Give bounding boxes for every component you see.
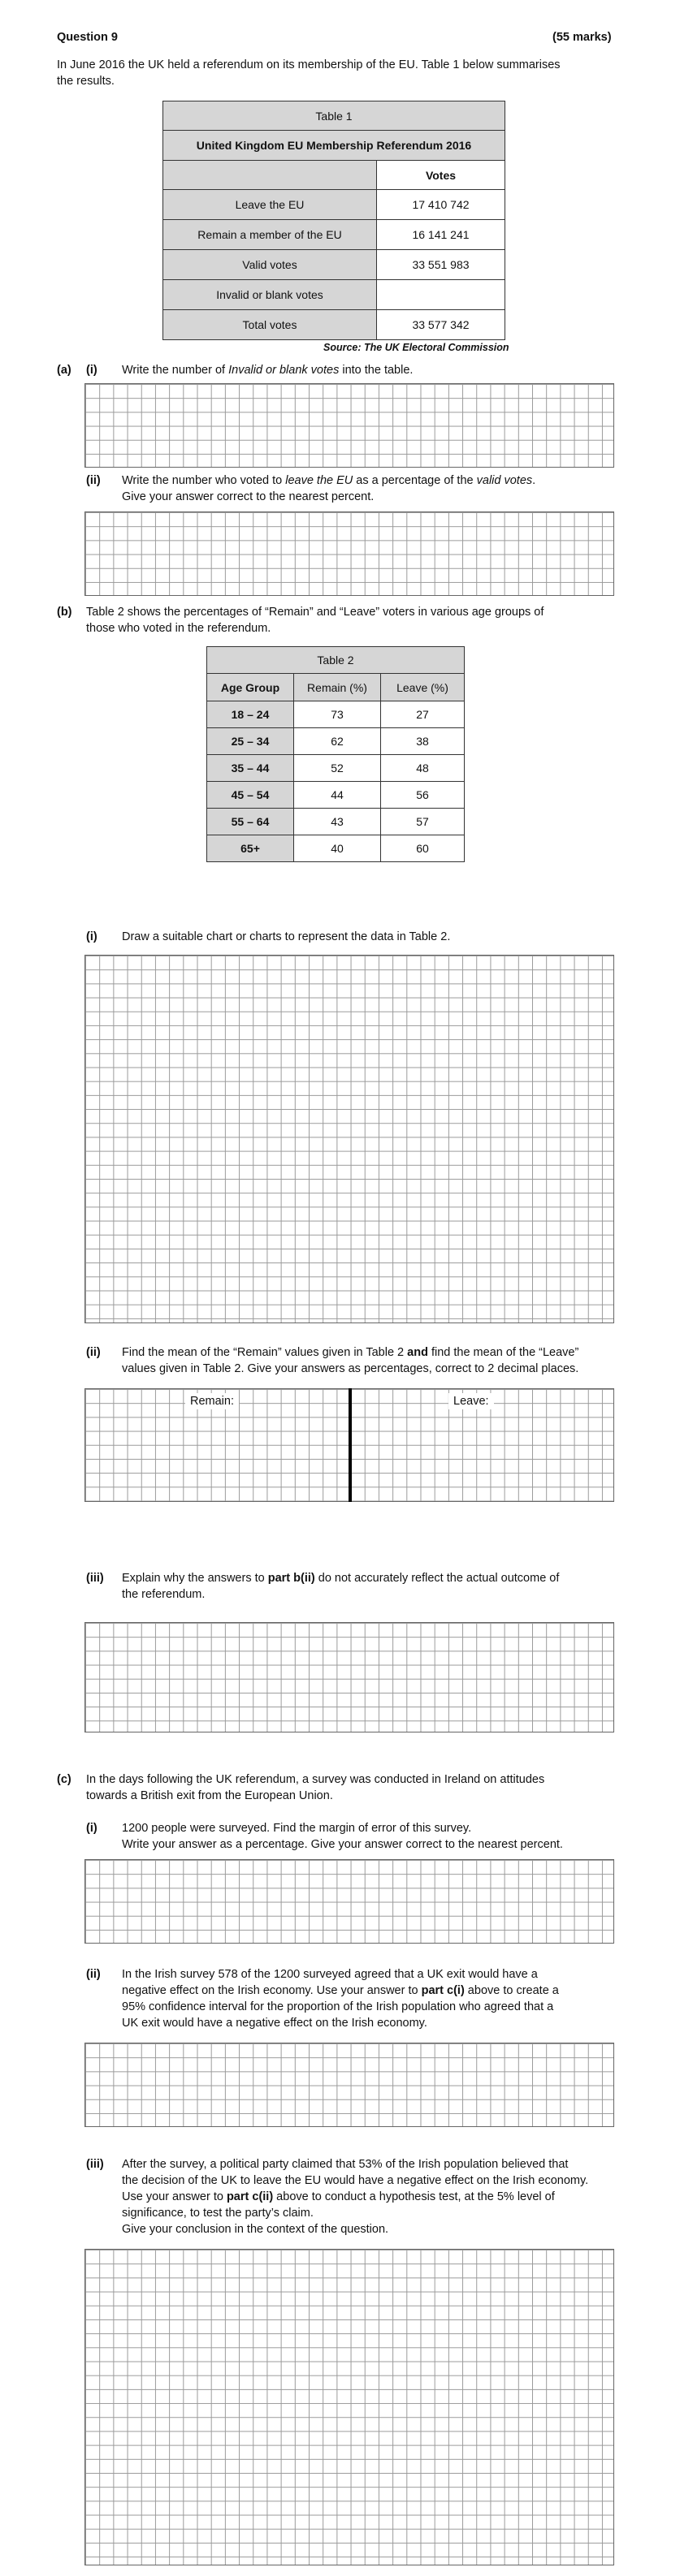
answer-grid-b-i[interactable]: [84, 955, 614, 1323]
table-1-row-value: 33 577 342: [377, 310, 505, 340]
part-c-i-label: (i): [86, 1822, 97, 1835]
table-2-remain: 73: [294, 701, 381, 728]
part-c-i-text: 1200 people were surveyed. Find the margin of error of this survey.: [122, 1822, 472, 1835]
table-2-header: Leave (%): [381, 674, 465, 701]
table-2-remain: 52: [294, 755, 381, 782]
part-c-iii-label: (iii): [86, 2158, 104, 2171]
part-c-ii-text-2: negative effect on the Irish economy. Use your answer to part c(i) above to create a: [122, 1984, 559, 1997]
table-2-age: 18 – 24: [207, 701, 294, 728]
part-c-line-2: towards a British exit from the European Union.: [86, 1789, 333, 1802]
part-c-iii-text-2: the decision of the UK to leave the EU would have a negative effect on the Irish economy.: [122, 2174, 589, 2187]
part-b-i-label: (i): [86, 930, 97, 943]
part-b-label: (b): [57, 606, 72, 619]
table-1-row-label: Leave the EU: [163, 190, 377, 220]
part-c-ii-text-4: UK exit would have a negative effect on the Irish economy.: [122, 2017, 427, 2030]
table-2-remain: 40: [294, 835, 381, 862]
table-2-leave: 38: [381, 728, 465, 755]
answer-grid-a-ii[interactable]: [84, 511, 614, 596]
part-c-iii-text-4: significance, to test the party’s claim.: [122, 2207, 314, 2220]
answer-grid-a-i[interactable]: [84, 383, 614, 468]
intro-line-2: the results.: [57, 75, 115, 88]
part-c-ii-label: (ii): [86, 1968, 101, 1981]
table-2-age: 35 – 44: [207, 755, 294, 782]
table-2-header: Remain (%): [294, 674, 381, 701]
part-b-ii-label: (ii): [86, 1346, 101, 1359]
table-2-age: 25 – 34: [207, 728, 294, 755]
part-b-ii-text: Find the mean of the “Remain” values given in Table 2 and find the mean of the “Leave”: [122, 1346, 579, 1359]
answer-grid-b-iii[interactable]: [84, 1622, 614, 1732]
part-b-iii-label: (iii): [86, 1572, 104, 1585]
part-a-label: (a): [57, 364, 71, 377]
table-1-title: United Kingdom EU Membership Referendum 2016: [163, 131, 505, 161]
part-b-line-1: Table 2 shows the percentages of “Remain” and “Leave” voters in various age groups of: [86, 606, 544, 619]
part-c-iii-text: After the survey, a political party claimed that 53% of the Irish population believed that: [122, 2158, 569, 2171]
part-c-iii-text-5: Give your conclusion in the context of the question.: [122, 2223, 389, 2236]
table-2-leave: 57: [381, 809, 465, 835]
table-1-row-label: Invalid or blank votes: [163, 280, 377, 310]
part-a-ii-text-2: Give your answer correct to the nearest percent.: [122, 490, 375, 503]
table-1-row-value: 17 410 742: [377, 190, 505, 220]
leave-answer-label: Leave:: [448, 1393, 494, 1409]
invalid-votes-answer-cell[interactable]: [377, 280, 505, 310]
part-c-line-1: In the days following the UK referendum, a survey was conducted in Ireland on attitudes: [86, 1773, 545, 1786]
table-2-age: 55 – 64: [207, 809, 294, 835]
question-marks: (55 marks): [552, 31, 612, 44]
part-b-ii-text-2: values given in Table 2. Give your answers as percentages, correct to 2 decimal places.: [122, 1362, 579, 1375]
part-c-ii-text-3: 95% confidence interval for the proportion of the Irish population who agreed that a: [122, 2000, 554, 2013]
answer-grid-c-i[interactable]: [84, 1859, 614, 1944]
answer-grid-c-iii[interactable]: [84, 2249, 614, 2565]
table-1-votes-header: Votes: [377, 161, 505, 190]
table-1-row-label: Total votes: [163, 310, 377, 340]
answer-grid-c-ii[interactable]: [84, 2043, 614, 2127]
table-2-leave: 56: [381, 782, 465, 809]
table-2-leave: 48: [381, 755, 465, 782]
table-2-leave: 27: [381, 701, 465, 728]
remain-answer-label: Remain:: [185, 1393, 239, 1409]
table-2-remain: 44: [294, 782, 381, 809]
part-a-i-label: (i): [86, 364, 97, 377]
table-1-row-label: Valid votes: [163, 250, 377, 280]
part-c-i-text-2: Write your answer as a percentage. Give your answer correct to the nearest percent.: [122, 1838, 563, 1851]
table-1: [162, 101, 505, 340]
table-2-header: Age Group: [207, 674, 294, 701]
table-2: [206, 646, 465, 862]
part-a-ii-text: Write the number who voted to leave the EU as a percentage of the valid votes.: [122, 474, 536, 487]
intro-line-1: In June 2016 the UK held a referendum on its membership of the EU. Table 1 below summarises: [57, 58, 561, 71]
part-b-i-text: Draw a suitable chart or charts to represent the data in Table 2.: [122, 930, 451, 943]
table-1-source: Source: The UK Electoral Commission: [323, 342, 509, 353]
question-number: Question 9: [57, 31, 118, 44]
part-a-i-text: Write the number of Invalid or blank votes into the table.: [122, 364, 414, 377]
part-c-ii-text: In the Irish survey 578 of the 1200 surveyed agreed that a UK exit would have a: [122, 1968, 538, 1981]
part-a-ii-label: (ii): [86, 474, 101, 487]
part-b-iii-text-2: the referendum.: [122, 1588, 206, 1601]
table-1-row-value: 16 141 241: [377, 220, 505, 250]
table-2-remain: 43: [294, 809, 381, 835]
answer-divider: [349, 1388, 352, 1502]
table-1-row-value: 33 551 983: [377, 250, 505, 280]
table-1-row-label: Remain a member of the EU: [163, 220, 377, 250]
part-c-label: (c): [57, 1773, 71, 1786]
table-2-age: 45 – 54: [207, 782, 294, 809]
table-2-caption: Table 2: [207, 647, 465, 674]
part-c-iii-text-3: Use your answer to part c(ii) above to conduct a hypothesis test, at the 5% level of: [122, 2190, 555, 2203]
table-2-remain: 62: [294, 728, 381, 755]
table-2-age: 65+: [207, 835, 294, 862]
part-b-line-2: those who voted in the referendum.: [86, 622, 271, 635]
part-b-iii-text: Explain why the answers to part b(ii) do not accurately reflect the actual outcome of: [122, 1572, 560, 1585]
table-1-caption: Table 1: [163, 101, 505, 131]
table-2-leave: 60: [381, 835, 465, 862]
